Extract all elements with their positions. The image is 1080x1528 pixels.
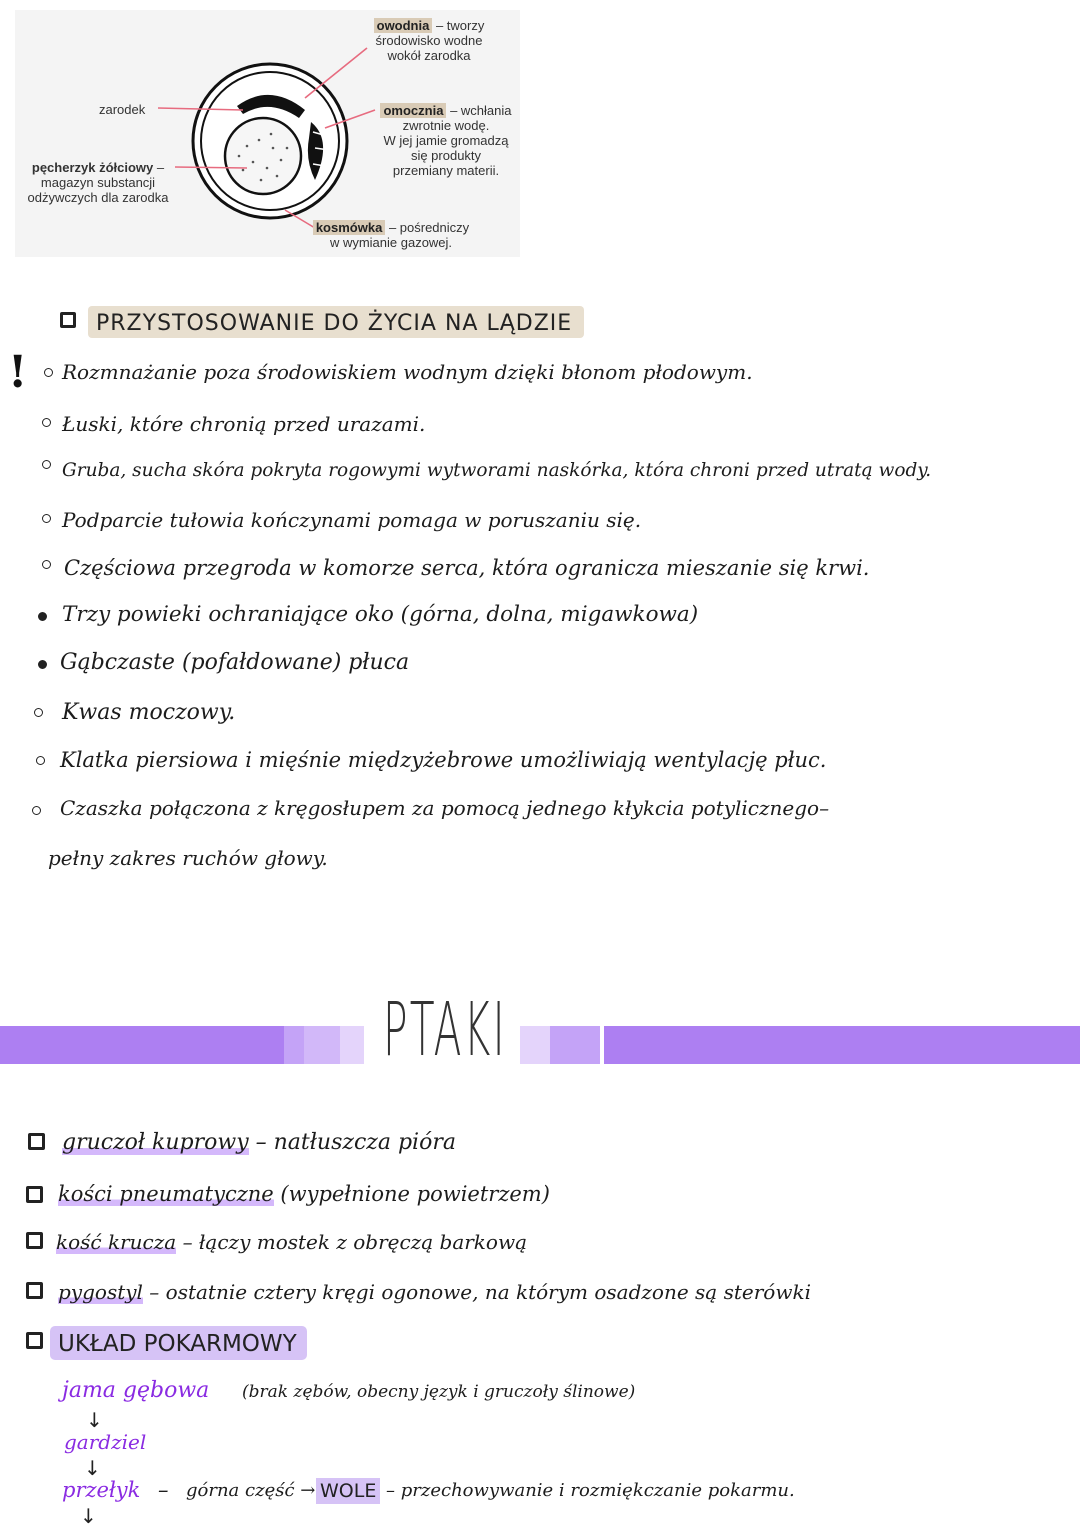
section-heading-land-adaptations: PRZYSTOSOWANIE DO ŻYCIA NA LĄDZIE: [88, 306, 584, 338]
feature-term: kość krucza: [56, 1230, 177, 1254]
przelyk-dash: –: [158, 1478, 169, 1502]
checkbox: [26, 1282, 43, 1299]
list-item: Podparcie tułowia kończynami pomaga w poruszaniu się.: [62, 508, 642, 532]
bullet: [42, 560, 51, 569]
list-item: Gąbczaste (pofałdowane) płuca: [60, 650, 410, 675]
banner-bar-right-2: [550, 1026, 600, 1064]
label-zarodek: zarodek: [99, 102, 146, 117]
list-item: Gruba, sucha skóra pokryta rogowymi wytworami naskórka, która chroni przed utratą wody.: [62, 460, 932, 481]
bullet: [36, 756, 45, 765]
digestive-system-heading: UKŁAD POKARMOWY: [50, 1326, 307, 1360]
jama-gebowa: jama gębowa: [62, 1378, 210, 1403]
bullet: [42, 460, 51, 469]
gardziel: gardziel: [64, 1430, 147, 1454]
arrow-down-icon: ↓: [86, 1408, 103, 1432]
term-pecherzyk: pęcherzyk żółciowy: [31, 160, 154, 175]
list-item-continuation: pełny zakres ruchów głowy.: [48, 846, 328, 870]
term-omocznia: omocznia: [380, 103, 446, 118]
feature-item: gruczoł kuprowy – natłuszcza pióra: [62, 1130, 456, 1155]
term-kosmowka: kosmówka: [313, 220, 385, 235]
banner-bar-left-2: [284, 1026, 304, 1064]
arrow-down-icon: ↓: [80, 1504, 97, 1528]
banner-bar-left-3: [304, 1026, 340, 1064]
jama-gebowa-desc: (brak zębów, obecny język i gruczoły ślinowe): [242, 1382, 636, 1402]
wole-highlight: WOLE: [316, 1478, 380, 1504]
checkbox: [26, 1332, 43, 1349]
bullet: [38, 660, 47, 669]
list-item: Trzy powieki ochraniające oko (górna, dolna, migawkowa): [62, 602, 699, 627]
heading-checkbox: [60, 312, 76, 328]
ptaki-banner: [0, 1026, 1080, 1064]
banner-bar-left-4: [340, 1026, 364, 1064]
arrow-down-icon: ↓: [84, 1456, 101, 1480]
list-item: Klatka piersiowa i mięśnie międzyżebrowe umożliwiają wentylację płuc.: [60, 748, 827, 772]
embryo-membranes-diagram: [15, 10, 520, 257]
bullet: [42, 514, 51, 523]
list-item: Rozmnażanie poza środowiskiem wodnym dzięki błonom płodowym.: [62, 360, 753, 384]
term-owodnia: owodnia: [374, 18, 433, 33]
list-item: Kwas moczowy.: [62, 700, 236, 725]
bullet: [32, 806, 41, 815]
wole-desc: – przechowywanie i rozmiękczanie pokarmu.: [386, 1480, 795, 1501]
yolk-sac: [225, 118, 301, 194]
checkbox: [28, 1133, 45, 1150]
checkbox: [26, 1186, 43, 1203]
bullet: [42, 418, 51, 427]
feature-item: kość krucza – łączy mostek z obręczą barkową: [56, 1230, 527, 1254]
label-owodnia: owodnia – tworzy środowisko wodne wokół zarodka: [375, 18, 485, 63]
label-kosmowka: kosmówka – pośredniczy w wymianie gazowej.: [301, 220, 481, 250]
label-pecherzyk: pęcherzyk żółciowy – magazyn substancji odżywczych dla zarodka: [27, 160, 169, 205]
list-item: Częściowa przegroda w komorze serca, która ogranicza mieszanie się krwi.: [64, 556, 870, 580]
feature-item: kości pneumatyczne (wypełnione powietrzem): [58, 1182, 550, 1206]
feature-term: gruczoł kuprowy: [62, 1130, 249, 1155]
section-title-ptaki: PTAKI: [383, 987, 507, 1073]
banner-bar-right-3: [520, 1026, 550, 1064]
important-mark: !: [8, 347, 28, 398]
checkbox: [26, 1232, 43, 1249]
bullet: [38, 612, 47, 621]
feature-term: pygostyl: [58, 1280, 143, 1304]
przelyk: przełyk: [62, 1478, 141, 1502]
banner-bar-right: [604, 1026, 1080, 1064]
list-item: Czaszka połączona z kręgosłupem za pomocą jednego kłykcia potylicznego–: [60, 796, 830, 820]
bullet: [34, 708, 43, 717]
feature-term: kości pneumatyczne: [58, 1182, 274, 1206]
bullet: [44, 368, 53, 377]
feature-item: pygostyl – ostatnie cztery kręgi ogonowe, na którym osadzone są sterówki: [58, 1280, 811, 1304]
label-omocznia: omocznia – wchłania zwrotnie wodę. W jej jamie gromadzą się produkty przemiany materii.: [371, 103, 521, 178]
banner-bar-left: [0, 1026, 284, 1064]
przelyk-part: górna część →: [186, 1480, 316, 1501]
list-item: Łuski, które chronią przed urazami.: [62, 412, 426, 436]
